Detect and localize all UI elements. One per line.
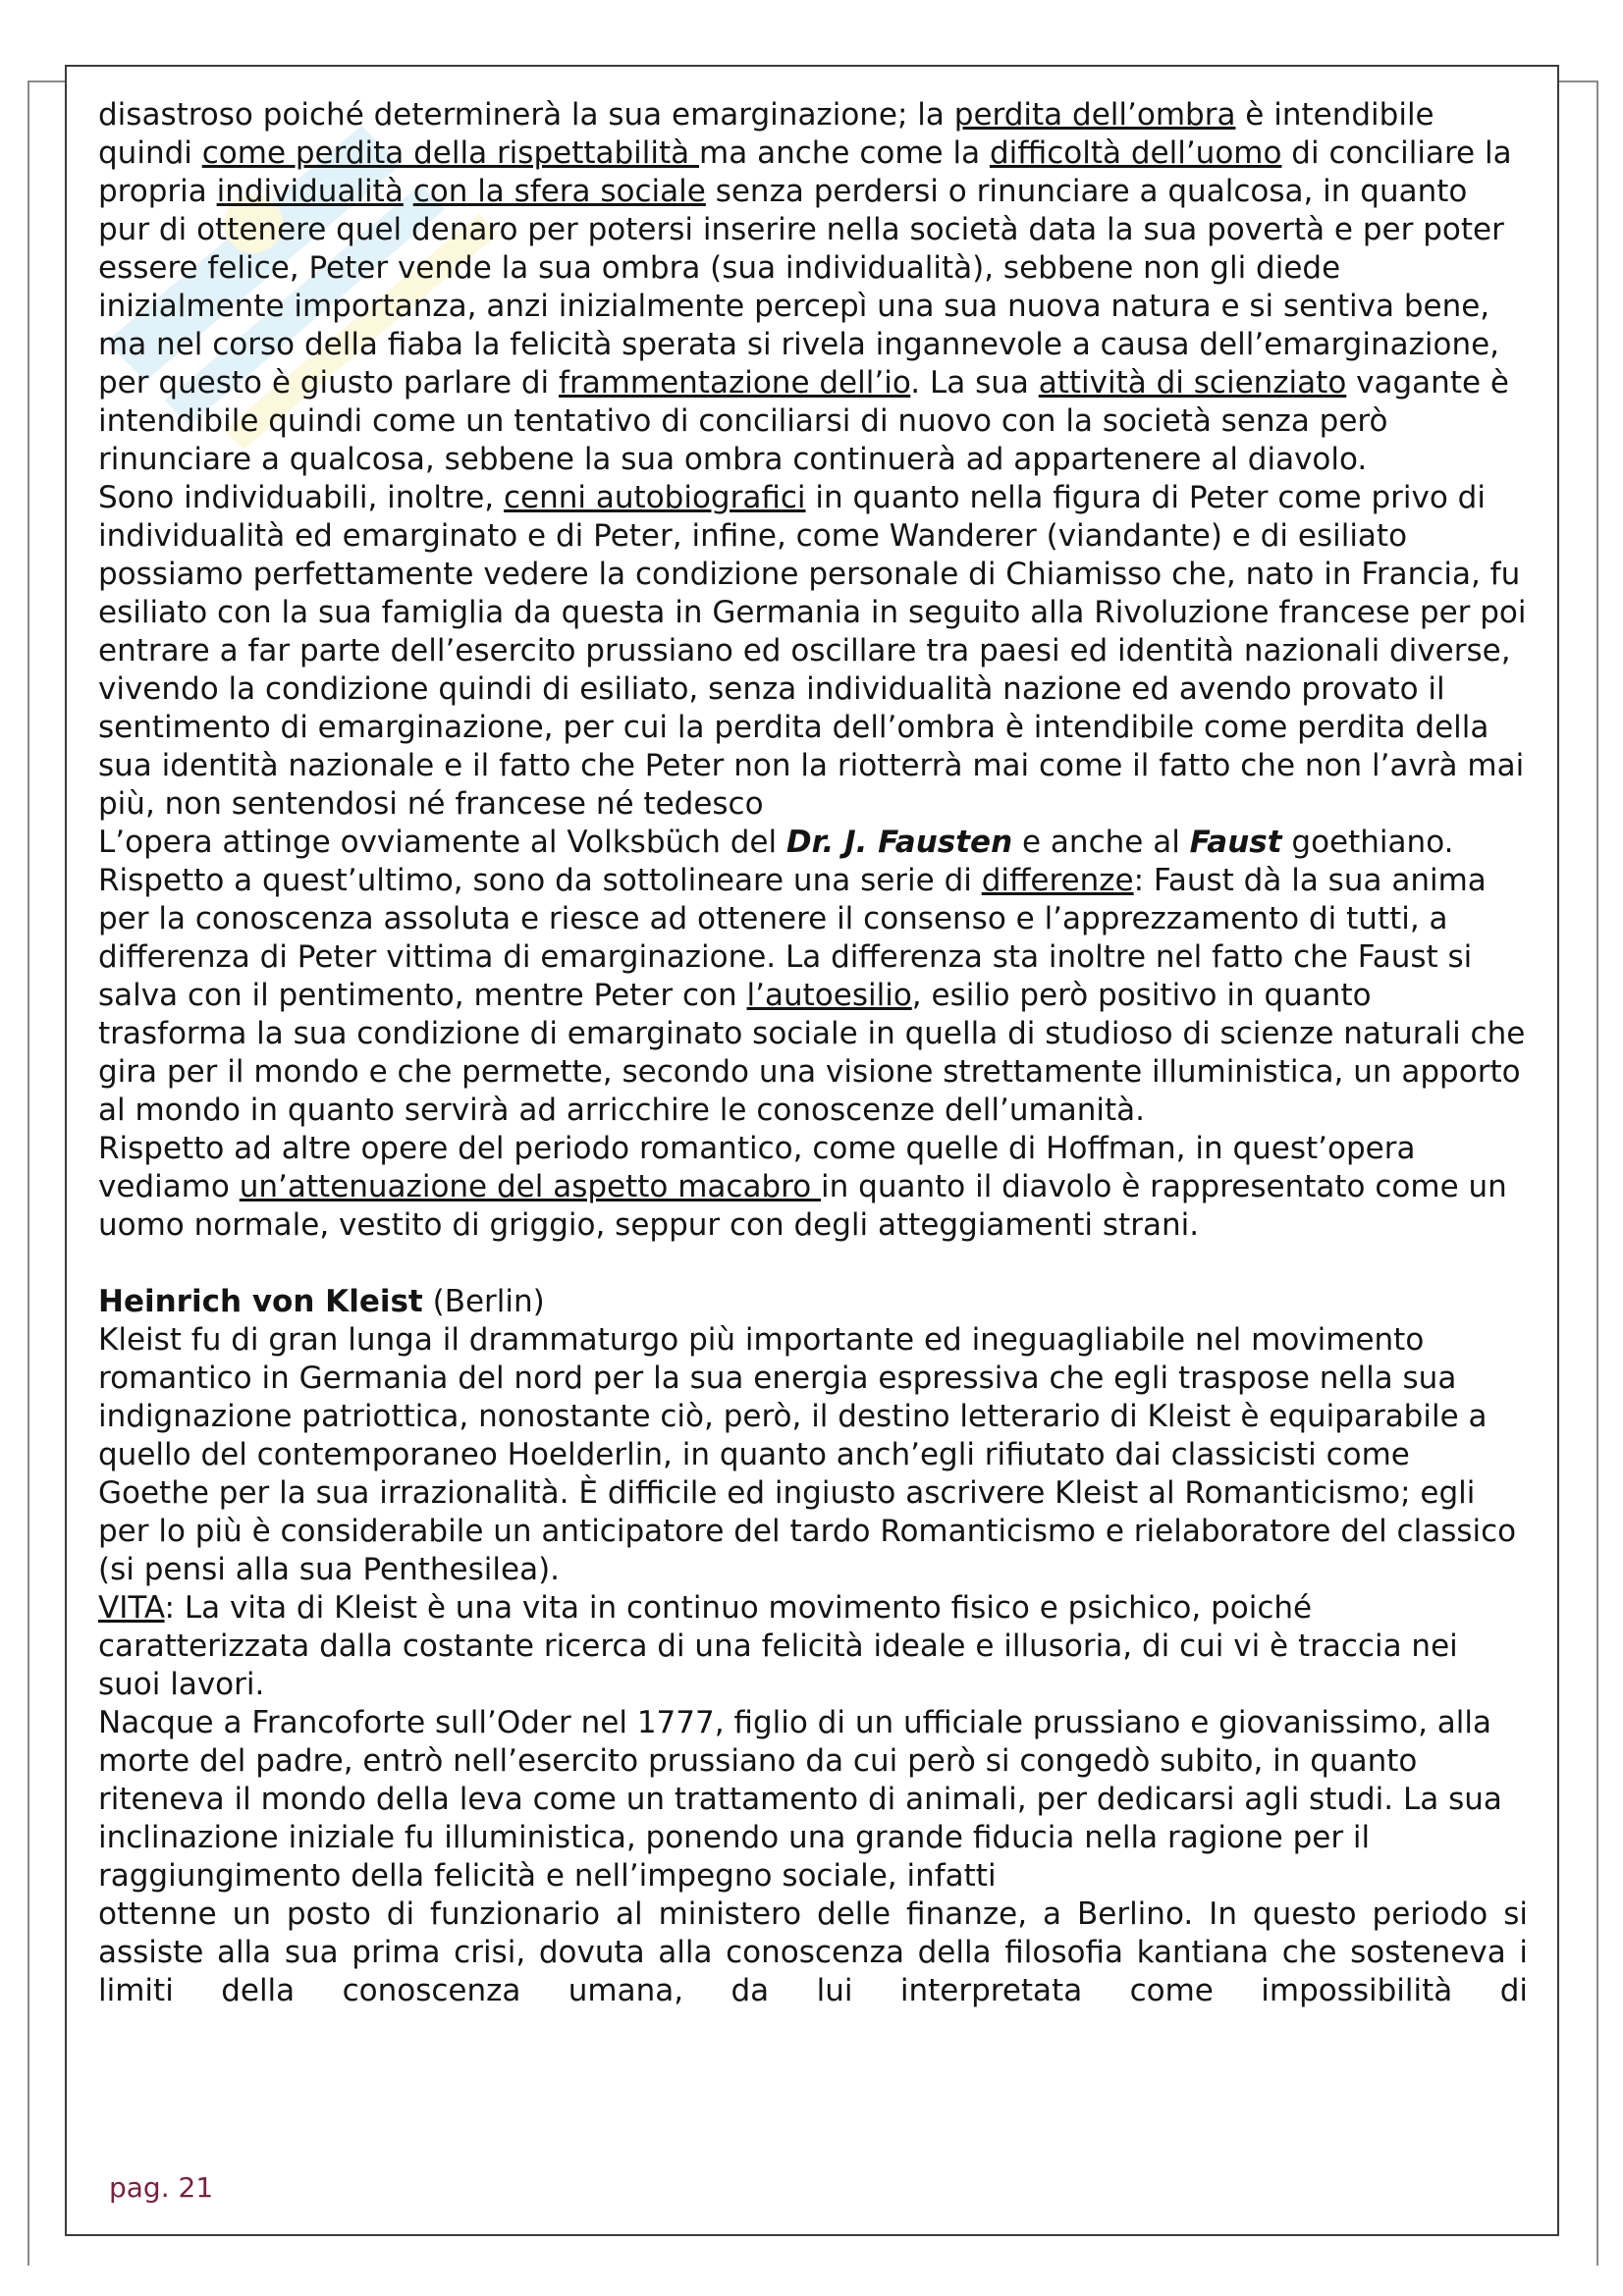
paragraph-autobiografici: Sono individuabili, inoltre, cenni autobiografici in quanto nella figura di Peter come privo di individualità ed emarginato e di Peter, infine, come Wanderer (viandante) e di esiliato possiamo perfettamente vedere la condizione personale di Chiamisso che, nato in Francia, fu esiliato con la sua famiglia da questa in Germania in seguito alla Rivoluzione francese per poi entrare a far parte dell’esercito prussiano ed oscillare tra paesi ed identità nazionali diverse, vivendo la condizione quindi di esiliato, senza individualità nazione ed avendo provato il sentimento di emarginazione, per cui la perdita dell’ombra è intendibile come perdita della sua identità nazionale e il fatto che Peter non la riotterrà mai come il fatto che non l’avrà mai più, non sentendosi né francese né tedesco [98,480,1527,822]
paragraph-vita: VITA: La vita di Kleist è una vita in continuo movimento fisico e psichico, poiché caratterizzata dalla costante ricerca di una felicità ideale e illusoria, di cui vi è traccia nei suoi lavori. [98,1590,1458,1702]
paragraph-faust: L’opera attinge ovviamente al Volksbüch del Dr. J. Fausten e anche al Faust goethiano. Rispetto a quest’ultimo, sono da sottolineare una serie di differenze: Faust dà la sua anima per la conoscenza assoluta e riesce ad ottenere il consenso e l’apprezzamento di tutti, a differenza di Peter vittima di emarginazione. La differenza sta inoltre nel fatto che Faust si salva con il pentimento, mentre Peter con l’autoesilio, esilio però positivo in quanto trasforma la sua condizione di emarginato sociale in quella di studioso di scienze naturali che gira per il mondo e che permette, secondo una visione strettamente illuministica, un apporto al mondo in quanto servirà ad arricchire le conoscenze dell’umanità. [98,825,1526,1128]
section-heading-kleist: Heinrich von Kleist (Berlin) [98,1284,545,1319]
paragraph-kleist-intro: Kleist fu di gran lunga il drammaturgo più importante ed ineguagliabile nel movimento romantico in Germania del nord per la sua energia espressiva che egli traspose nella sua indignazione patriottica, nonostante ciò, però, il destino letterario di Kleist è equiparabile a quello del contemporaneo Hoelderlin, in quanto anch’egli rifiutato dai classicisti come Goethe per la sua irrazionalità. È difficile ed ingiusto ascrivere Kleist al Romanticismo; egli per lo più è considerabile un anticipatore del tardo Romanticismo e rielaboratore del classico (si pensi alla sua Penthesilea). [98,1322,1517,1587]
paragraph-ministero: ottenne un posto di funzionario al ministero delle finanze, a Berlino. In questo periodo si assiste alla sua prima crisi, dovuta alla conoscenza della filosofia kantiana che sosteneva i limiti della conoscenza umana, da lui interpretata come impossibilità di [98,1896,1528,2008]
paragraph-ombra: disastroso poiché determinerà la sua emarginazione; la perdita dell’ombra è intendibile quindi come perdita della rispettabilità ma anche come la difficoltà dell’uomo di conciliare la propria individualità con la sfera sociale senza perdersi o rinunciare a qualcosa, in quanto pur di ottenere quel denaro per potersi inserire nella società data la sua povertà e per poter essere felice, Peter vende la sua ombra (sua individualità), sebbene non gli diede inizialmente importanza, anzi inizialmente percepì una sua nuova natura e si sentiva bene, ma nel corso della fiaba la felicità sperata si rivela ingannevole a causa dell’emarginazione, per questo è giusto parlare di frammentazione dell’io. La sua attività di scienziato vagante è intendibile quindi come un tentativo di conciliarsi di nuovo con la società senza però rinunciare a qualcosa, sebbene la sua ombra continuerà ad appartenere al diavolo. [98,97,1512,477]
page-number: pag. 21 [109,2171,214,2204]
page-content [98,96,1528,2010]
paragraph-nascita: Nacque a Francoforte sull’Oder nel 1777, figlio di un ufficiale prussiano e giovanissimo, alla morte del padre, entrò nell’esercito prussiano da cui però si congedò subito, in quanto riteneva il mondo della leva come un trattamento di animali, per dedicarsi agli studi. La sua inclinazione iniziale fu illuministica, ponendo una grande fiducia nella ragione per il raggiungimento della felicità e nell’impegno sociale, infatti [98,1705,1502,1894]
paragraph-hoffman: Rispetto ad altre opere del periodo romantico, come quelle di Hoffman, in quest’opera vediamo un’attenuazione del aspetto macabro in quanto il diavolo è rappresentato come un uomo normale, vestito di griggio, seppur con degli atteggiamenti strani. [98,1131,1507,1243]
blank-line [98,1245,1528,1283]
